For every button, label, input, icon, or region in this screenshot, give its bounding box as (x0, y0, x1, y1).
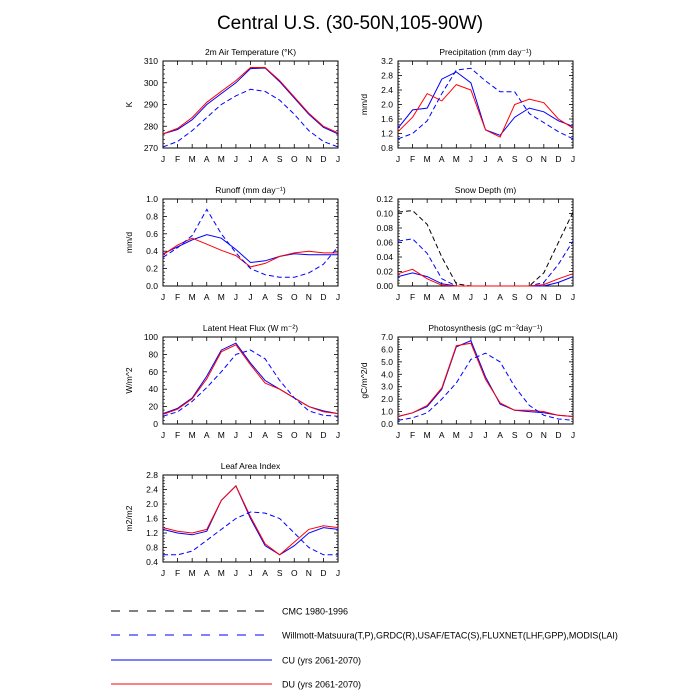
x-tick-label: M (188, 292, 196, 302)
x-tick-label: N (540, 154, 547, 164)
y-tick-label: 300 (143, 77, 158, 88)
panel-title: Photosynthesis (gC m⁻²day⁻¹) (428, 323, 543, 333)
x-tick-label: J (335, 154, 341, 164)
x-tick-label: J (233, 292, 239, 302)
x-tick-label: D (320, 568, 327, 578)
y-tick-label: 1.0 (146, 194, 158, 204)
x-tick-label: J (395, 430, 401, 440)
x-tick-label: J (335, 568, 341, 578)
x-tick-label: J (160, 154, 166, 164)
x-tick-label: J (233, 568, 239, 578)
series-line-du (398, 85, 573, 138)
y-tick-label: 40 (148, 384, 158, 395)
y-tick-label: 290 (143, 99, 158, 110)
y-tick-label: 6.0 (381, 344, 393, 355)
y-tick-label: 0.0 (146, 281, 158, 291)
series-line-wm (163, 89, 338, 147)
y-tick-label: 1.2 (381, 128, 393, 139)
y-tick-label: 0.8 (146, 542, 158, 553)
panel-title: Precipitation (mm day⁻¹) (439, 47, 532, 57)
series-line-du (398, 343, 573, 416)
y-tick-label: 0.12 (376, 194, 393, 204)
series-line-wm (398, 353, 573, 420)
x-tick-label: J (335, 292, 341, 302)
y-axis-label: mm/d (359, 93, 369, 116)
x-tick-label: J (248, 430, 253, 440)
y-tick-label: 2.0 (146, 499, 158, 509)
plot-frame (398, 61, 573, 148)
series-line-cu (163, 486, 338, 555)
x-tick-label: M (217, 430, 225, 440)
x-tick-label: J (233, 430, 239, 440)
x-tick-label: M (188, 568, 196, 578)
legend-item-du (111, 680, 361, 690)
x-tick-label: D (555, 292, 562, 302)
y-tick-label: 270 (143, 143, 158, 153)
x-tick-label: N (305, 292, 312, 302)
x-tick-label: J (483, 430, 488, 440)
y-tick-label: 0.4 (146, 246, 158, 257)
x-tick-label: O (525, 430, 533, 440)
x-tick-label: S (511, 430, 518, 440)
x-tick-label: J (160, 430, 166, 440)
x-tick-label: A (262, 154, 268, 164)
y-tick-label: 0.2 (146, 263, 158, 274)
x-tick-label: S (276, 430, 283, 440)
y-tick-label: 2.0 (381, 99, 393, 110)
x-tick-label: O (525, 292, 533, 302)
legend-item-cmc (111, 607, 348, 617)
figure-title: Central U.S. (30-50N,105-90W) (216, 13, 484, 34)
x-tick-label: S (276, 292, 283, 302)
x-tick-label: F (174, 430, 181, 440)
legend-label: DU (yrs 2061-2070) (282, 679, 362, 690)
x-tick-label: J (468, 292, 474, 302)
x-tick-label: J (335, 430, 341, 440)
y-tick-label: 80 (148, 349, 158, 360)
y-axis-label: W/m^2 (124, 367, 134, 394)
x-tick-label: J (395, 154, 401, 164)
x-tick-label: J (395, 292, 401, 302)
panel-4 (376, 185, 575, 302)
x-tick-label: J (248, 154, 253, 164)
x-tick-label: F (174, 568, 181, 578)
x-tick-label: M (217, 154, 225, 164)
x-tick-label: M (423, 292, 431, 302)
y-axis-label: gC/m^2/d (359, 362, 369, 399)
series-line-cu (398, 72, 573, 135)
legend-item-cu (111, 656, 361, 666)
y-tick-label: 0.08 (376, 223, 393, 233)
panel-title: Runoff (mm day⁻¹) (215, 185, 286, 195)
y-tick-label: 4.0 (381, 369, 393, 380)
x-tick-label: M (423, 430, 431, 440)
legend-label: Willmott-Matsuura(T,P),GRDC(R),USAF/ETAC(S),FLUXNET(LHF,GPP),MODIS(LAI) (282, 630, 618, 641)
series-line-du (163, 68, 338, 134)
y-tick-label: 1.6 (146, 513, 158, 524)
x-tick-label: J (160, 292, 166, 302)
x-tick-label: A (203, 430, 210, 440)
x-tick-label: M (217, 292, 225, 302)
series-line-wm (163, 350, 338, 416)
x-tick-label: O (290, 154, 298, 164)
x-tick-label: M (452, 430, 460, 440)
panel-title: Leaf Area Index (220, 461, 281, 471)
y-tick-label: 310 (143, 56, 158, 66)
y-tick-label: 1.0 (381, 406, 393, 417)
x-tick-label: F (409, 154, 416, 164)
x-tick-label: M (188, 154, 196, 164)
x-tick-label: S (511, 154, 518, 164)
panel-1 (124, 47, 340, 164)
x-tick-label: A (262, 292, 268, 302)
x-tick-label: A (262, 568, 268, 578)
y-tick-label: 0.8 (146, 211, 158, 222)
legend (111, 607, 618, 690)
y-tick-label: 100 (143, 332, 158, 342)
y-tick-label: 1.2 (146, 528, 158, 538)
x-tick-label: N (540, 292, 547, 302)
y-tick-label: 0.00 (376, 281, 393, 291)
series-line-du (163, 486, 338, 555)
y-tick-label: 0.02 (376, 266, 393, 277)
y-tick-label: 2.0 (381, 394, 393, 405)
x-tick-label: J (160, 568, 166, 578)
y-tick-label: 0.6 (146, 228, 158, 239)
panels (124, 47, 575, 578)
x-tick-label: A (497, 430, 503, 440)
panel-title: 2m Air Temperature (°K) (204, 47, 297, 57)
x-tick-label: A (497, 292, 503, 302)
series-line-cu (163, 343, 338, 414)
legend-item-wm (111, 631, 618, 641)
y-tick-label: 280 (143, 121, 158, 132)
x-tick-label: A (203, 568, 210, 578)
y-tick-label: 2.4 (381, 85, 393, 95)
series-line-wm (398, 239, 573, 286)
x-tick-label: J (248, 292, 253, 302)
y-tick-label: 3.0 (381, 381, 393, 392)
panel-title: Snow Depth (m) (454, 185, 517, 195)
y-tick-label: 0.04 (376, 252, 393, 262)
series-line-cu (163, 235, 338, 263)
x-tick-label: F (409, 430, 416, 440)
y-tick-label: 5.0 (381, 356, 393, 367)
x-tick-label: J (570, 154, 576, 164)
x-tick-label: J (483, 292, 488, 302)
y-tick-label: 2.8 (146, 470, 158, 480)
x-tick-label: J (570, 430, 576, 440)
y-tick-label: 60 (148, 366, 158, 377)
x-tick-label: M (188, 430, 196, 440)
series-line-cmc (398, 211, 573, 286)
x-tick-label: S (511, 292, 518, 302)
x-tick-label: F (174, 154, 181, 164)
x-tick-label: F (174, 292, 181, 302)
x-tick-label: J (468, 154, 474, 164)
x-tick-label: D (320, 292, 327, 302)
y-tick-label: 2.8 (381, 70, 393, 81)
x-tick-label: S (276, 568, 283, 578)
series-line-du (163, 345, 338, 415)
x-tick-label: D (320, 430, 327, 440)
x-tick-label: N (540, 430, 547, 440)
x-tick-label: M (452, 292, 460, 302)
y-tick-label: 1.6 (381, 114, 393, 124)
x-tick-label: F (409, 292, 416, 302)
x-tick-label: D (555, 154, 562, 164)
x-tick-label: M (423, 154, 431, 164)
legend-label: CU (yrs 2061-2070) (282, 655, 362, 666)
x-tick-label: J (483, 154, 488, 164)
x-tick-label: A (262, 430, 268, 440)
y-tick-label: 0.10 (376, 208, 393, 219)
plot-frame (398, 199, 573, 286)
y-tick-label: 20 (148, 401, 158, 412)
panel-title: Latent Heat Flux (W m⁻²) (202, 323, 299, 333)
x-tick-label: D (555, 430, 562, 440)
x-tick-label: A (203, 292, 210, 302)
x-tick-label: J (248, 568, 253, 578)
plot-frame (163, 61, 338, 148)
x-tick-label: J (233, 154, 239, 164)
x-tick-label: O (290, 292, 298, 302)
x-tick-label: M (452, 154, 460, 164)
x-tick-label: J (468, 430, 474, 440)
x-tick-label: A (438, 292, 445, 302)
panel-6 (359, 323, 575, 440)
x-tick-label: O (525, 154, 533, 164)
x-tick-label: A (438, 430, 445, 440)
x-tick-label: N (305, 154, 312, 164)
x-tick-label: A (203, 154, 210, 164)
y-tick-label: 7.0 (381, 332, 393, 342)
y-tick-label: 0.06 (376, 237, 393, 248)
plot-frame (163, 199, 338, 286)
y-tick-label: 3.2 (381, 56, 393, 66)
y-tick-label: 0 (153, 419, 158, 429)
x-tick-label: D (320, 154, 327, 164)
series-line-cu (163, 68, 338, 134)
panel-7 (124, 461, 340, 578)
x-tick-label: S (276, 154, 283, 164)
x-tick-label: O (290, 568, 298, 578)
y-axis-label: mm/d (124, 231, 134, 254)
x-tick-label: N (305, 568, 312, 578)
plot-frame (398, 337, 573, 424)
y-axis-label: m2/m2 (124, 505, 134, 532)
panel-2 (359, 47, 575, 164)
y-tick-label: 2.4 (146, 484, 158, 495)
y-axis-label: K (124, 101, 134, 108)
x-tick-label: O (290, 430, 298, 440)
x-tick-label: A (438, 154, 445, 164)
x-tick-label: N (305, 430, 312, 440)
y-tick-label: 0.4 (146, 557, 158, 567)
x-tick-label: A (497, 154, 503, 164)
panel-5 (124, 323, 340, 440)
y-tick-label: 0.0 (381, 419, 393, 429)
y-tick-label: 0.8 (381, 143, 393, 153)
legend-label: CMC 1980-1996 (282, 606, 349, 617)
x-tick-label: M (217, 568, 225, 578)
x-tick-label: J (570, 292, 576, 302)
panel-3 (124, 185, 340, 302)
